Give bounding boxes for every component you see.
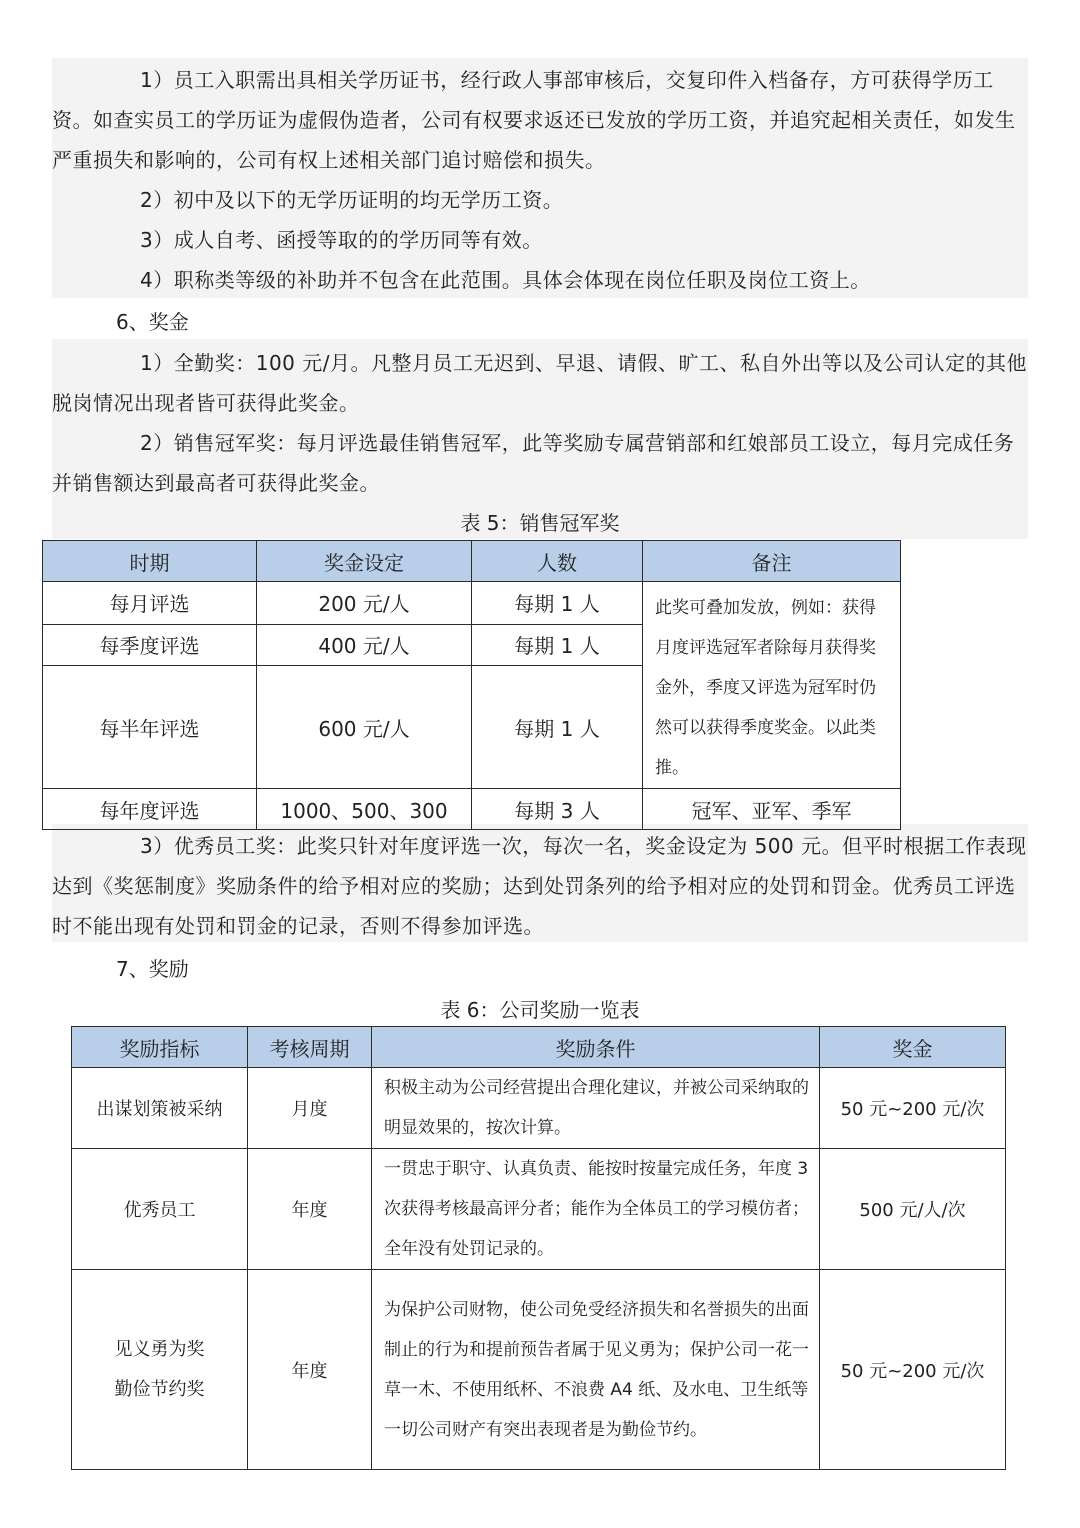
period-cell: 每月评选 (43, 582, 257, 625)
indicator-cell (72, 1068, 248, 1149)
indicator-cell (72, 1270, 248, 1470)
indicator-line: 见义勇为奖 (114, 1338, 205, 1360)
count-cell: 每期 1 人 (472, 582, 643, 625)
period-cell: 每半年评选 (43, 666, 257, 789)
cycle-cell: 月度 (248, 1068, 372, 1149)
edu-note-3: 3）成人自考、函授等取的的学历同等有效。 (140, 228, 543, 252)
table-row (43, 582, 901, 625)
condition-cell: 一贯忠于职守、认真负责、能按时按量完成任务，年度 3 次获得考核最高评分者；能作为全体员工的学习模仿者；全年没有处罚记录的。 (372, 1149, 820, 1270)
indicator-line: 出谋划策被采纳 (96, 1099, 223, 1120)
excellent-employee-text: 3）优秀员工奖：此奖只针对年度评选一次，每次一名，奖金设定为 500 元。但平时根据工作表现达到《奖惩制度》奖励条件的给予相对应的奖励；达到处罚条列的给予相对应的处罚和罚金。优秀员工评选时不能出现有处罚和罚金的记录，否则不得参加评选。 (52, 834, 1027, 938)
table-row (72, 1149, 1006, 1270)
shared-note-cell: 此奖可叠加发放，例如：获得月度评选冠军者除每月获得奖金外，季度又评选为冠军时仍然可以获得季度奖金。以此类推。 (643, 582, 901, 789)
count-cell: 每期 3 人 (472, 789, 643, 830)
condition-cell: 积极主动为公司经营提出合理化建议，并被公司采纳取的明显效果的，按次计算。 (372, 1068, 820, 1149)
count-cell: 每期 1 人 (472, 666, 643, 789)
edu-note-4: 4）职称类等级的补助并不包含在此范围。具体会体现在岗位任职及岗位工资上。 (140, 268, 871, 292)
edu-note-2: 2）初中及以下的无学历证明的均无学历工资。 (140, 188, 564, 212)
attendance-bonus-text: 1）全勤奖：100 元/月。凡整月员工无迟到、早退、请假、旷工、私自外出等以及公司认定的其他脱岗情况出现者皆可获得此奖金。 (52, 351, 1027, 415)
header-count: 人数 (472, 541, 643, 582)
header-indicator: 奖励指标 (72, 1027, 248, 1068)
section-6-heading: 6、奖金 (116, 310, 189, 334)
table-row (43, 789, 901, 830)
count-cell: 每期 1 人 (472, 624, 643, 666)
period-cell: 每年度评选 (43, 789, 257, 830)
cycle-cell: 年度 (248, 1270, 372, 1470)
header-period: 时期 (43, 541, 257, 582)
header-note: 备注 (643, 541, 901, 582)
cycle-cell: 年度 (248, 1149, 372, 1270)
amount-cell: 600 元/人 (257, 666, 472, 789)
edu-note-1: 1）员工入职需出具相关学历证书，经行政人事部审核后，交复印件入档备存，方可获得学历工资。如查实员工的学历证为虚假伪造者，公司有权要求返还已发放的学历工资，并追究起相关责任，如发生严重损失和影响的，公司有权上述相关部门追讨赔偿和损失。 (52, 68, 1016, 172)
header-amount: 奖金设定 (257, 541, 472, 582)
indicator-line: 勤俭节约奖 (114, 1378, 205, 1400)
amount-cell: 1000、500、300 (257, 789, 472, 830)
indicator-line: 优秀员工 (123, 1200, 196, 1221)
table5-caption: 表 5：销售冠军奖 (460, 511, 620, 535)
company-rewards-table (71, 1026, 1006, 1470)
header-bonus: 奖金 (820, 1027, 1006, 1068)
sales-champion-text: 2）销售冠军奖：每月评选最佳销售冠军，此等奖励专属营销部和红娘部员工设立，每月完成任务并销售额达到最高者可获得此奖金。 (52, 431, 1015, 495)
table-row (72, 1068, 1006, 1149)
bonus-cell: 50 元~200 元/次 (820, 1068, 1006, 1149)
amount-cell: 200 元/人 (257, 582, 472, 625)
table-header-row (72, 1027, 1006, 1068)
note-cell: 冠军、亚军、季军 (643, 789, 901, 830)
table6-caption: 表 6：公司奖励一览表 (440, 998, 640, 1022)
table-row (72, 1270, 1006, 1470)
table-header-row (43, 541, 901, 582)
sales-champion-table (42, 540, 901, 830)
bonus-cell: 500 元/人/次 (820, 1149, 1006, 1270)
bonus-cell: 50 元~200 元/次 (820, 1270, 1006, 1470)
condition-cell: 为保护公司财物，使公司免受经济损失和名誉损失的出面制止的行为和提前预告者属于见义勇为；保护公司一花一草一木、不使用纸杯、不浪费 A4 纸、及水电、卫生纸等一切公司财产有突出表现者是为勤俭节约。 (372, 1270, 820, 1470)
period-cell: 每季度评选 (43, 624, 257, 666)
header-condition: 奖励条件 (372, 1027, 820, 1068)
header-cycle: 考核周期 (248, 1027, 372, 1068)
section-7-heading: 7、奖励 (116, 957, 189, 981)
amount-cell: 400 元/人 (257, 624, 472, 666)
indicator-cell (72, 1149, 248, 1270)
